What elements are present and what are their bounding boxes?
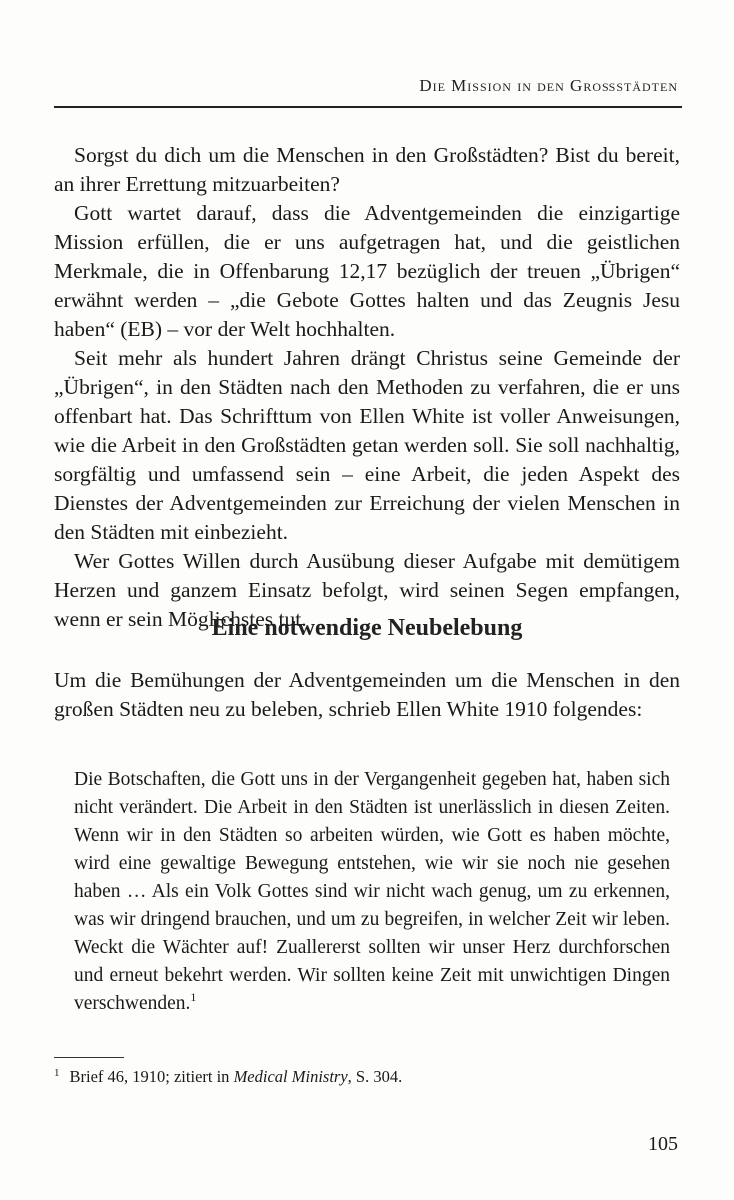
- header-rule: [54, 106, 682, 108]
- footnote-rule: [54, 1057, 124, 1058]
- page-number: 105: [648, 1133, 678, 1155]
- section-heading: Eine notwendige Neubelebung: [211, 615, 523, 641]
- quote-text: Die Botschaften, die Gott uns in der Vergangenheit gegeben hat, haben sich nicht verändert. Die Arbeit in den Städten ist unerlässlich in diesen Zeiten. Wenn wir in den Städten so arbeiten würden, wie Gott es haben möchte, wird eine gewaltige Bewegung entstehen, wie wir sie noch nie gesehen haben … Als ein Volk Gottes sind wir nicht wach genug, um zu erkennen, was wir dringend brauchen, und um zu begreifen, in welcher Zeit wir leben. Weckt die Wächter auf! Zuallererst sollten wir unser Herz durchforschen und erneut bekehrt werden. Wir sollten keine Zeit mit unwichtigen Dingen verschwenden.: [74, 769, 670, 1014]
- section-intro: [54, 666, 680, 724]
- paragraph: Um die Bemühungen der Adventgemeinden um die Menschen in den großen Städten neu zu beleben, schrieb Ellen White 1910 folgendes:: [54, 668, 680, 721]
- footnote-source-title: Medical Ministry: [233, 1067, 348, 1086]
- footnote-text-after: , S. 304.: [347, 1067, 403, 1086]
- paragraph: Sorgst du dich um die Menschen in den Großstädten? Bist du bereit, an ihrer Errettung mitzuarbeiten?: [54, 143, 680, 196]
- footnote: [54, 1066, 402, 1088]
- section-body: [54, 141, 680, 634]
- paragraph: Seit mehr als hundert Jahren drängt Christus seine Gemeinde der „Übrigen“, in den Städten nach den Methoden zu verfahren, die er uns offenbart hat. Das Schrifttum von Ellen White ist voller Anweisungen, wie die Arbeit in den Großstädten getan werden soll. Sie soll nachhaltig, sorgfältig und umfassend sein – eine Arbeit, die jeden Aspekt des Dienstes der Adventgemeinden zur Erreichung der vielen Menschen in den Städten mit einbezieht.: [54, 346, 680, 544]
- footnote-reference[interactable]: 1: [190, 990, 197, 1004]
- block-quote: [74, 766, 670, 1018]
- paragraph: Wer Gottes Willen durch Ausübung dieser Aufgabe mit demütigem Herzen und ganzem Einsatz befolgt, wird seinen Segen empfangen, wenn er sein Möglichstes tut.: [54, 549, 680, 631]
- running-title: Die Mission in den Großstädten: [419, 76, 678, 95]
- paragraph: Gott wartet darauf, dass die Adventgemeinden die einzigartige Mission erfüllen, die er uns aufgetragen hat, und die geistlichen Merkmale, die in Offenbarung 12,17 bezüglich der treuen „Übrigen“ erwähnt werden – „die Gebote Gottes halten und das Zeugnis Jesu haben“ (EB) – vor der Welt hochhalten.: [54, 201, 680, 341]
- footnote-text-before: Brief 46, 1910; zitiert in: [69, 1067, 234, 1086]
- footnote-mark: 1: [54, 1067, 60, 1079]
